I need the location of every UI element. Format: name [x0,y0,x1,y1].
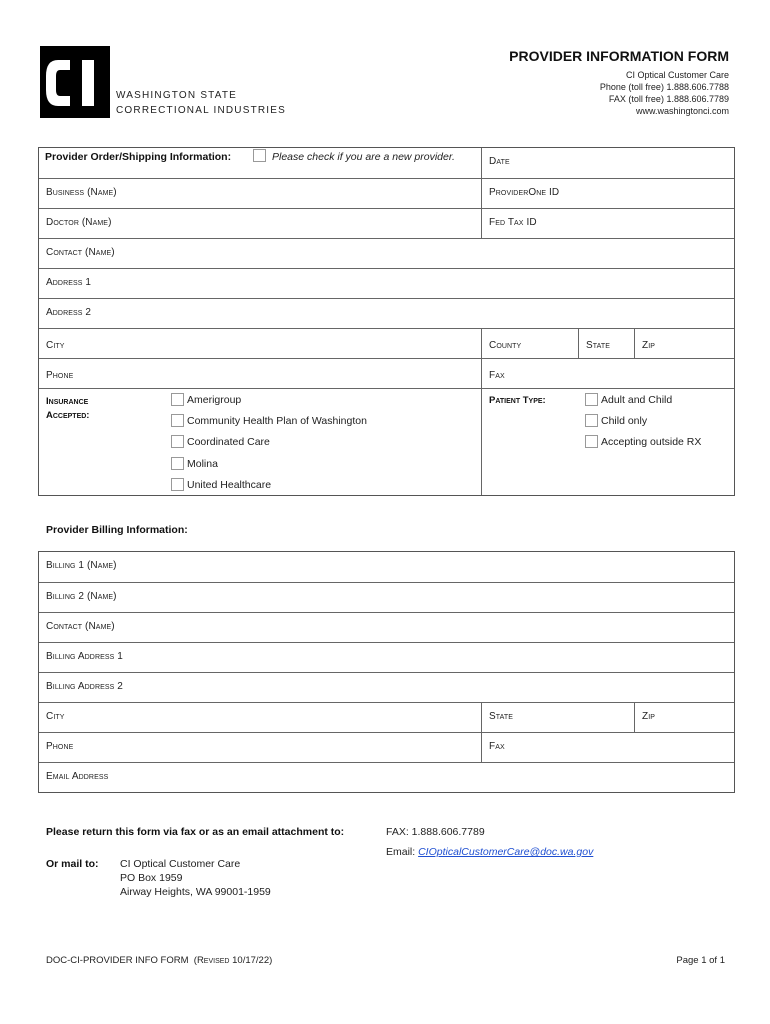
mail-line1: CI Optical Customer Care [120,858,241,870]
mail-label: Or mail to: [46,858,99,870]
address1-row[interactable] [39,268,734,298]
doctor-name-field[interactable] [39,209,481,238]
patient-type-label: Patient Type: [489,395,546,406]
billing-address1-label: Billing Address 1 [46,651,123,662]
city-row [39,328,734,358]
contact-row[interactable] [39,238,734,268]
billing-contact-row[interactable] [39,612,734,642]
united-healthcare-checkbox[interactable] [171,478,184,491]
billing-contact-label: Contact (Name) [46,621,115,632]
billing-fax-label: Fax [489,741,505,752]
billing-state-label: State [489,711,514,722]
state-label: State [586,340,611,351]
shipping-info-table [38,147,735,496]
billing-city-field[interactable] [39,703,481,732]
providerone-id-label: ProviderOne ID [489,187,560,198]
patient-type-cell [481,389,736,495]
address2-label: Address 2 [46,307,92,318]
return-instruction: Please return this form via fax or as an email attachment to: [46,826,345,838]
billing-zip-label: Zip [642,711,656,722]
phone-field[interactable] [39,359,481,388]
zip-field[interactable] [634,329,736,358]
zip-label: Zip [642,340,656,351]
billing2-row[interactable] [39,582,734,612]
billing-address2-row[interactable] [39,672,734,702]
address1-label: Address 1 [46,277,92,288]
chpw-checkbox[interactable] [171,414,184,427]
billing-email-row[interactable] [39,762,734,792]
billing-phone-field[interactable] [39,733,481,762]
insurance-option: Community Health Plan of Washington [187,415,367,427]
org-name-line2: CORRECTIONAL INDUSTRIES [116,105,287,116]
phone-row [39,358,734,388]
shipping-section-label: Provider Order/Shipping Information: [45,151,232,163]
county-field[interactable] [481,329,578,358]
billing-phone-row [39,732,734,762]
email-link[interactable]: CIOpticalCustomerCare@doc.wa.gov [418,846,594,858]
contact-name-label: Contact (Name) [46,247,115,258]
insurance-cell [39,389,481,495]
insurance-option: Coordinated Care [187,436,270,448]
billing-address2-label: Billing Address 2 [46,681,123,692]
new-provider-checkbox[interactable] [253,149,266,162]
providerone-id-field[interactable] [481,179,736,208]
patient-type-option: Child only [601,415,648,427]
mail-line2: PO Box 1959 [120,872,183,884]
fax-field[interactable] [481,359,736,388]
billing-info-table [38,551,735,793]
billing-zip-field[interactable] [634,703,736,732]
insurance-option: United Healthcare [187,479,272,491]
coordinated-care-checkbox[interactable] [171,435,184,448]
billing1-label: Billing 1 (Name) [46,560,117,571]
billing-section-label: Provider Billing Information: [46,524,188,536]
contact-name: CI Optical Customer Care [625,70,729,80]
business-name-field[interactable] [39,179,481,208]
billing-city-label: City [46,711,65,722]
billing-phone-label: Phone [46,741,74,752]
return-fax: FAX: 1.888.606.7789 [386,826,485,838]
molina-checkbox[interactable] [171,457,184,470]
contact-website: www.washingtonci.com [635,106,729,116]
fed-tax-id-field[interactable] [481,209,736,238]
insurance-option: Molina [187,458,218,470]
phone-label: Phone [46,370,74,381]
child-only-checkbox[interactable] [585,414,598,427]
org-name-line1: WASHINGTON STATE [116,90,238,101]
state-field[interactable] [578,329,634,358]
insurance-label: Insurance Accepted: [46,396,90,421]
patient-type-option: Adult and Child [601,394,673,406]
ci-logo [40,46,110,118]
insurance-row [39,388,734,495]
billing-address1-row[interactable] [39,642,734,672]
city-label: City [46,340,65,351]
contact-phone: Phone (toll free) 1.888.606.7788 [599,82,729,92]
billing-city-row [39,702,734,732]
billing1-row[interactable] [39,552,734,582]
doctor-row [39,208,734,238]
city-field[interactable] [39,329,481,358]
patient-type-option: Accepting outside RX [601,436,702,448]
new-provider-note: Please check if you are a new provider. [272,151,455,163]
adult-child-checkbox[interactable] [585,393,598,406]
county-label: County [489,340,522,351]
date-label: Date [489,156,510,167]
contact-fax: FAX (toll free) 1.888.606.7789 [608,94,729,104]
outside-rx-checkbox[interactable] [585,435,598,448]
mail-line3: Airway Heights, WA 99001-1959 [120,886,271,898]
return-email: Email: CIOpticalCustomerCare@doc.wa.gov [386,846,594,858]
address2-row[interactable] [39,298,734,328]
fax-label: Fax [489,370,505,381]
billing-fax-field[interactable] [481,733,736,762]
doctor-name-label: Doctor (Name) [46,217,112,228]
date-field[interactable] [481,148,736,178]
billing-email-label: Email Address [46,771,109,782]
fed-tax-id-label: Fed Tax ID [489,217,537,228]
billing-state-field[interactable] [481,703,634,732]
footer-form-id: DOC-CI-PROVIDER INFO FORM (Revised 10/17/22) [46,955,273,966]
business-row [39,178,734,208]
footer-page-number: Page 1 of 1 [676,955,725,966]
billing2-label: Billing 2 (Name) [46,591,117,602]
business-name-label: Business (Name) [46,187,117,198]
shipping-header-row [39,148,734,178]
form-title: PROVIDER INFORMATION FORM [509,48,729,64]
amerigroup-checkbox[interactable] [171,393,184,406]
insurance-option: Amerigroup [187,394,242,406]
